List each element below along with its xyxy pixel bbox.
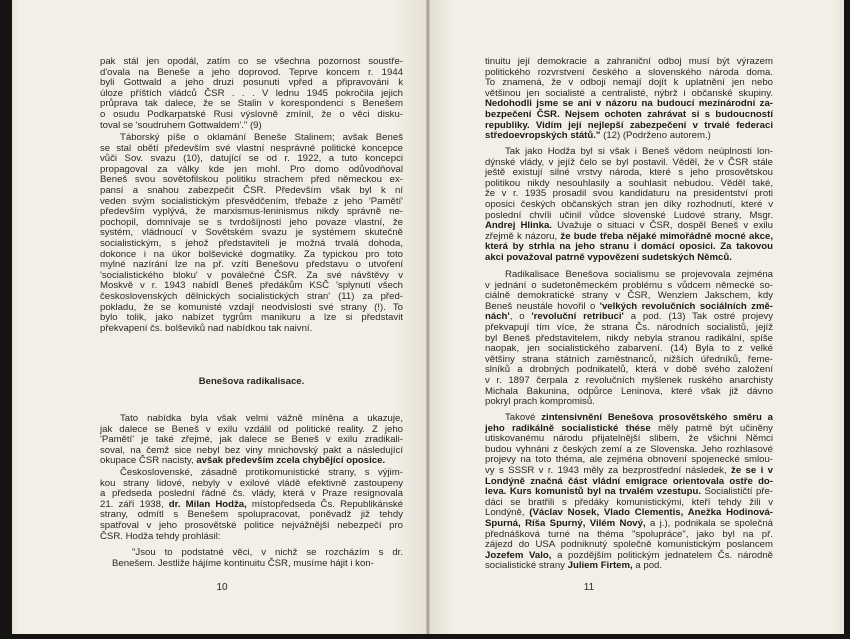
- text-line: se stal obětí především své vlastní nesprávné politické koncepce: [100, 142, 403, 154]
- text-line: většiny strana státních zaměstnanců, nižších úředníků, řeme-: [485, 353, 773, 365]
- text-line: dýnské vlády, v jejíž čelo se byl postavil. Věděl, že v ČSR stále: [485, 156, 773, 168]
- text-line: dokonce i na úkor bolševické dogmatiky. Za typickou pro toto: [100, 248, 403, 260]
- text-line: přednášková turné na théma "spolupráce", jako byl na př.: [485, 528, 773, 540]
- bold-text: Spurná, Ríša Spurný, Vilém Nový,: [485, 517, 646, 529]
- left-page: [12, 0, 426, 634]
- bold-text: Andrej Hlinka.: [485, 220, 552, 232]
- bold-text: že bude třeba nějaké mimořádně mocné akce,: [560, 230, 773, 242]
- paragraph: [485, 147, 773, 264]
- bold-text: která by strhla na jeho stranu i domácí oposici. Za takovou: [485, 241, 773, 253]
- text-line: mylné nazírání lze na př. vzíti Benešovu představu o utvoření: [100, 259, 403, 271]
- text-line: [485, 561, 773, 572]
- text-line: To znamená, že v odboji nemají dojít k uplatnění jen nebo: [485, 77, 773, 89]
- text-run: Londýně,: [485, 507, 530, 519]
- text-line: Táborský píše o oklamání Beneše Stalinem; avšak Beneš: [120, 132, 403, 143]
- text-line: československých dělnických socialistických stran' (11) za před-: [100, 290, 403, 302]
- text-line: "Jsou to podstatné věci, v nichž se rozcházím s dr.: [132, 547, 403, 558]
- paragraph: [485, 57, 773, 142]
- text-run: místopředseda Čs. Republikánské: [246, 498, 404, 510]
- text-line: 'Pamětí' je také zřejmé, jak dalece se Beneš v exilu zradikali-: [100, 434, 403, 446]
- text-line: d'ovala na Beneše a jeho doprovod. Teprve koncem r. 1944: [100, 66, 403, 78]
- text-run: socialistické strany: [485, 560, 568, 572]
- text-run: (12) (Podrženo autorem.): [600, 130, 711, 142]
- text-line: 'socialistického bloku' v poválečné ČSR. Za své návštěvy v: [100, 269, 403, 281]
- text-line: pokladu, že se komunisté vzdají neodvislosti své strany (!). To: [100, 301, 403, 313]
- paragraph: [485, 270, 773, 408]
- text-line: toval se 'soudruhem Gottwaldem'." (9): [100, 119, 262, 131]
- text-line: utiskovanému národu přijatelnější slibem, že všichni Němci: [485, 433, 773, 445]
- text-run: Beneš neustále hovořil o: [485, 300, 600, 312]
- text-run: a j.), podnikala se společná: [645, 517, 773, 529]
- text-run: 21. září 1938,: [100, 498, 169, 510]
- text-run: okupace ČSR nacisty,: [100, 455, 197, 467]
- text-line: především vyplývá, že marxismus-leninismus nikdy správně ne-: [100, 206, 403, 218]
- text-line: [485, 519, 773, 530]
- text-line: Benešova radikalisace.: [198, 376, 305, 387]
- text-line: [485, 253, 773, 264]
- text-line: většinou jen socialisté a centralisté, nýbrž i občanské skupiny.: [485, 87, 773, 99]
- text-line: pochopil, domnívaje se s tvrdošíjností jeho povaze vlastní, že: [100, 216, 403, 228]
- bold-text: bezpečení ČSR. Nejsem ochoten zahrávat si s budoucností: [485, 108, 773, 120]
- text-run: a pozdějším politickým jednatelem Čs. národně: [551, 549, 774, 561]
- bold-text: Juliem Firtem,: [567, 560, 633, 572]
- text-line: byl Beneš představitelem, nikdy nebyla stranou radikální, spíše: [485, 332, 773, 344]
- text-line: Tato nabídka byla však velmi vážně míněna a ukazuje,: [120, 413, 403, 424]
- bold-text: akci považoval patrně vypovězení sudetských Němců.: [485, 251, 732, 263]
- bold-text: zintensivnění Benešova prosovětského směru a: [541, 412, 774, 423]
- text-line: vůči Sov. svazu (10), datující se od r. 1922, a tuto koncepci: [100, 153, 403, 165]
- page-number: 11: [583, 582, 595, 593]
- paragraph: [485, 413, 773, 572]
- bold-text: že se i v: [731, 464, 773, 476]
- text-line: systém, vládnoucí v Sovětském svazu je systémem skutečně: [100, 227, 403, 239]
- bold-text: Nedohodli jsme se ani v názoru na budoucí mezinárodní za-: [485, 98, 773, 110]
- text-line: ciálně demokratické strany v ČSR, Wenzlem Jakschem, kdy: [485, 290, 773, 302]
- text-run: a pod.: [632, 560, 663, 572]
- text-line: byli Gottwald a jeho druzi posunuti vpřed a připravováni k: [100, 77, 403, 89]
- text-line: budou vyhnáni z českých zemí a ze Slovenska. Jeho rozhlasové: [485, 443, 773, 455]
- bold-text: Londýně značná část vládní emigrace orientovala ostře do-: [485, 475, 773, 487]
- text-line: Beneš svou sovětofilskou politiku strachem před německou ex-: [100, 174, 403, 186]
- text-line: dáci se bratřili s předáky komunistickými, kteří tehdy žili v: [485, 496, 773, 508]
- paragraph: [100, 468, 403, 542]
- text-run: zřejmě k názoru,: [485, 230, 561, 242]
- text-line: pak stál jen opodál, zatím co se všechna pozornost soustře-: [100, 56, 403, 67]
- text-line: [100, 456, 403, 467]
- text-line: strany, odmítl s Benešem spolupracovat, poněvadž již tehdy: [100, 509, 403, 521]
- text-line: slníků a drobných podnikatelů, která v době svého založení: [485, 364, 773, 376]
- bold-text: středoevropských států.": [485, 130, 601, 142]
- text-line: pokryl prach kompromisů.: [485, 396, 595, 408]
- paragraph: [100, 57, 403, 131]
- bold-text: leva. Kurs komunistů byl na trvalém vzestupu.: [485, 486, 701, 498]
- text-line: že v r. 1935 prosadil svou kandidaturu na presidentství proti: [485, 188, 773, 200]
- bold-text: dr. Milan Hodža,: [168, 498, 247, 510]
- paragraph: [100, 414, 403, 467]
- text-line: Radikalisace Benešova socialismu se projevovala zejména: [505, 269, 773, 280]
- bold-text: 'velkých revolučních sociálních změ-: [599, 300, 774, 312]
- text-line: tinuitu její demokracie a zahraniční odboj musí být výrazem: [485, 56, 773, 67]
- text-line: socialistickým, s jehož představiteli je možná trvalá dohoda,: [100, 237, 403, 249]
- text-line: v jednání o sudetoněmeckém problému s vůdcem německé so-: [485, 279, 773, 291]
- bold-text: jeho radikálně socialistické thése: [485, 422, 651, 434]
- text-line: překvapují tím více, že strana Čs. národních socialistů, jejíž: [485, 321, 773, 333]
- text-run: a pod. (13) Tak ostré projevy: [623, 311, 773, 323]
- text-run: Takové: [505, 412, 542, 423]
- text-line: ještě existují silné vrstvy národa, které s jeho prosovětskou: [485, 167, 773, 179]
- text-line: bylo tolik, jako nabízet tygrům manikuru a lze si představit: [100, 312, 403, 324]
- right-page: [430, 0, 844, 634]
- text-line: oposici českých občanských stran jen díky rozhodnutí, které v: [485, 198, 773, 210]
- text-line: pansí a snahou zabezpečit ČSR. Především však byl k ní: [100, 184, 403, 196]
- text-line: veden svým socialistickým přesvědčením, třebaže z jeho 'Pamětí': [100, 195, 403, 207]
- text-line: jak dalece se Beneš v exilu vzdálil od politické reality. Z jeho: [100, 423, 403, 435]
- text-line: Benešem. Jestliže hájíme kontinuitu ČSR, musíme hájit i kon-: [112, 557, 374, 569]
- bold-text: avšak především zcela chybějící oposice.: [196, 455, 386, 467]
- text-line: Michala Bakunina, odpůrce Leninova, které však již dávno: [485, 385, 773, 397]
- text-line: průprava tak dalece, že se Stalin v korespondenci s Benešem: [100, 98, 403, 110]
- text-line: Moskvě v r. 1943 nabídl Beneš předákům KSČ 'splynutí všech: [100, 280, 403, 292]
- text-line: naopak, jen socialistického zabarvení. (14) Byla to z velké: [485, 343, 773, 355]
- text-run: , o: [509, 311, 532, 323]
- quote-block: [112, 548, 403, 569]
- text-line: politikou nikdy nesouhlasily a souhlasit nebudou. Věděl také,: [485, 177, 773, 189]
- text-run: Uvažuje o situaci v ČSR, dospěl Beneš v exilu: [551, 220, 773, 232]
- text-line: spatřoval v jeho prosovětské politice nejvážnější nebezpečí pro: [100, 519, 403, 531]
- text-line: a předseda poslední řádné čs. vlády, která v Praze resignovala: [100, 488, 403, 500]
- text-run: Socialističtí pře-: [701, 486, 773, 498]
- text-line: kou strany lidové, nebyly v exilové vládě efektivně zastoupeny: [100, 477, 403, 489]
- text-line: soval, na čemž sice nebyl bez viny mnichovský pakt a následující: [100, 444, 403, 456]
- page-number: 10: [216, 582, 228, 593]
- text-run: měly patrně být učiněny: [650, 422, 773, 434]
- text-line: projevy na toto théma, ale zejména obnovení spojenecké smlou-: [485, 454, 773, 466]
- text-line: překvapení čs. bolševiků nad nabídkou tak naivní.: [100, 322, 313, 334]
- bold-text: (Václav Nosek, Vlado Clementis, Anežka Hodinová-: [529, 507, 773, 519]
- text-line: propagoval za války kde jen mohl. Pro domo odůvodňoval: [100, 163, 403, 175]
- bold-text: republiky. Vidím její nejlepší zabezpečení v trvalé federaci: [485, 119, 773, 131]
- paragraph: [100, 133, 403, 334]
- text-line: o osudu Podkarpatské Rusi výslovně zmínil, že o věci disku-: [100, 108, 403, 120]
- text-line: Tak jako Hodža byl si však i Beneš vědom neúplnosti lon-: [505, 146, 773, 157]
- text-line: v r. 1897 čerpala z revolučních myšlenek ruského anarchisty: [485, 374, 773, 386]
- text-line: zájezd do USA podniknutý společně komunistickým poslancem: [485, 539, 773, 551]
- text-line: politického rozvrstvení českého a slovenského národa doma.: [485, 66, 773, 78]
- text-line: poslední chvíli učinil vůdce slovenské Ludové strany, Msgr.: [485, 209, 773, 221]
- bold-text: nách': [485, 311, 510, 323]
- text-line: Československé, zásadně protikomunistické strany, s výjim-: [120, 467, 403, 478]
- text-line: [485, 131, 773, 142]
- bold-text: 'revoluční retribuci': [531, 311, 624, 323]
- bold-text: Jozefem Valo,: [485, 549, 552, 561]
- section-heading: [100, 377, 403, 388]
- text-line: úloze příštích vládců ČSR . . . V lednu 1945 pokročila jejich: [100, 87, 403, 99]
- text-run: vy s SSSR v r. 1943 měly za bezprostřední následek,: [485, 464, 732, 476]
- text-line: ČSR. Hodža tehdy prohlásil:: [100, 530, 221, 542]
